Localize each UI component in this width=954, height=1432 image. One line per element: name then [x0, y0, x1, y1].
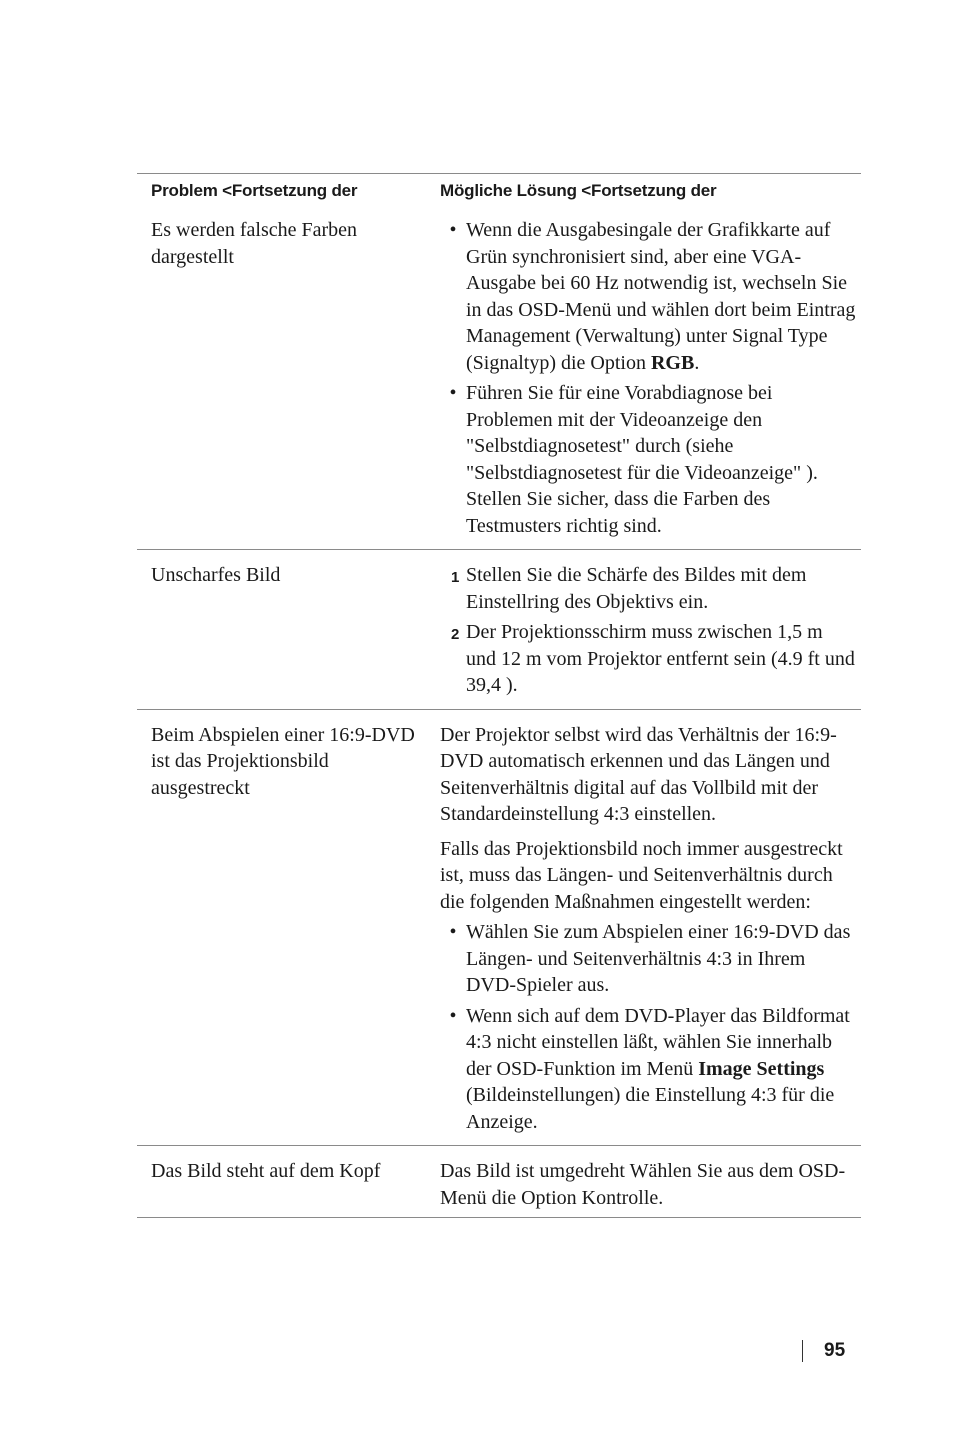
list-item-text: Der Projektionsschirm muss zwischen 1,5 m und 12 m vom Projektor entfernt sein (4.9 ft und 39,4 ). — [466, 621, 855, 696]
bullet-icon: • — [449, 219, 457, 241]
bullet-icon: • — [449, 921, 457, 943]
solution-paragraph: Falls das Projektionsbild noch immer ausgestreckt ist, muss das Längen- und Seitenverhältnis durch die folgenden Maßnahmen eingestellt werden: — [440, 837, 843, 913]
problem-cell: Das Bild steht auf dem Kopf — [151, 1160, 381, 1182]
solution-cell — [427, 217, 861, 543]
list-item — [440, 380, 857, 539]
list-item-text: Wenn sich auf dem DVD-Player das Bildformat 4:3 nicht einstellen läßt, wählen Sie innerhalb der OSD-Funktion im Menü — [466, 1004, 850, 1080]
bullet-icon: • — [449, 382, 457, 404]
table-row — [137, 550, 861, 710]
solution-cell — [427, 562, 861, 703]
solution-cell — [427, 722, 861, 1140]
list-item-text: Stellen Sie die Schärfe des Bildes mit dem Einstellring des Objektivs ein. — [466, 564, 807, 613]
list-item — [440, 1003, 857, 1136]
table-row — [137, 207, 861, 550]
list-item — [440, 562, 857, 615]
header-problem: Problem <Fortsetzung der — [151, 181, 358, 200]
solution-paragraph: Der Projektor selbst wird das Verhältnis der 16:9-DVD automatisch erkennen und das Längen und Seitenverhältnis digital auf das Vollbild mit der Standardeinstellung 4:3 einstellen. — [440, 723, 837, 825]
list-item — [440, 619, 857, 699]
menu-image-settings: Image Settings — [698, 1057, 825, 1080]
page-number: 95 — [824, 1340, 846, 1361]
troubleshooting-table — [137, 173, 861, 1218]
list-item-text: Wählen Sie zum Abspielen einer 16:9-DVD das Längen- und Seitenverhältnis 4:3 in Ihrem DVD-Spieler aus. — [466, 921, 851, 996]
bullet-icon: • — [449, 1004, 457, 1027]
footer-divider — [802, 1340, 803, 1362]
page-footer — [802, 1338, 845, 1364]
solution-cell: Das Bild ist umgedreht Wählen Sie aus dem OSD-Menü die Option Kontrolle. — [440, 1160, 846, 1209]
problem-cell: Beim Abspielen einer 16:9-DVD ist das Projektionsbild ausgestreckt — [151, 723, 415, 799]
list-item-text: Führen Sie für eine Vorabdiagnose bei Problemen mit der Videoanzeige den "Selbstdiagnosetest" durch (siehe "Selbstdiagnosetest für die Videoanzeige" ). Stellen Sie sicher, dass die Farben des Testmusters richtig sind. — [466, 382, 818, 537]
table-row — [137, 710, 861, 1147]
problem-cell: Unscharfes Bild — [151, 564, 281, 586]
step-number: 1 — [451, 569, 460, 586]
list-item — [440, 217, 857, 376]
list-item-text-end: . — [694, 351, 700, 374]
list-item-text-end: (Bildeinstellungen) die Einstellung 4:3 für die Anzeige. — [466, 1084, 835, 1133]
list-item — [440, 919, 857, 999]
step-number: 2 — [451, 626, 460, 643]
problem-cell: Es werden falsche Farben dargestellt — [151, 219, 358, 268]
header-solution: Mögliche Lösung <Fortsetzung der — [440, 181, 717, 200]
table-header-row — [137, 174, 861, 207]
list-item-text: Wenn die Ausgabesingale der Grafikkarte auf Grün synchronisiert sind, aber eine VGA-Ausgabe bei 60 Hz notwendig ist, wechseln Sie in das OSD-Menü und wählen dort beim Eintrag Management (Verwaltung) unter Signal Type (Signaltyp) die Option — [466, 219, 856, 374]
table-row — [137, 1146, 861, 1218]
option-rgb: RGB — [650, 351, 695, 374]
